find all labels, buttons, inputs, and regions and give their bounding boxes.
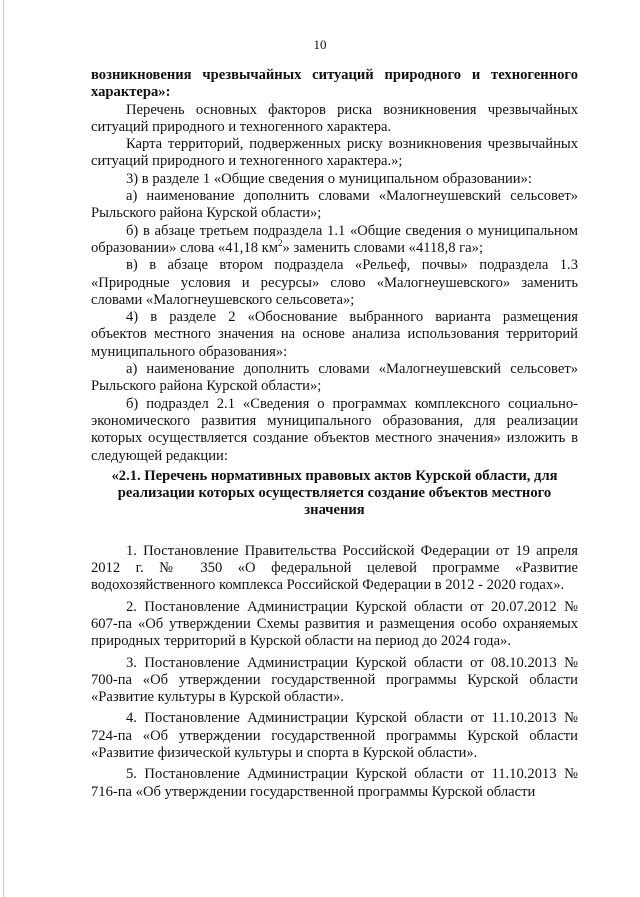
paragraph-item-b-1-text: б) в абзаце третьем подраздела 1.1 «Общие сведения о муниципальном образовании» слова «41,18 км xyxy=(91,222,578,256)
paragraph-item-b-1 xyxy=(91,223,578,258)
scan-edge-line xyxy=(3,0,4,897)
intro-bold-line: возникновения чрезвычайных ситуаций природного и техногенного характера»: xyxy=(91,67,578,101)
page-number: 10 xyxy=(313,37,327,52)
list-item-3: 3. Постановление Администрации Курской области от 08.10.2013 № 700-па «Об утверждении государственной программы Курской области «Развитие культуры в Курской области». xyxy=(91,654,578,706)
list-item-4: 4. Постановление Администрации Курской области от 11.10.2013 № 724-па «Об утверждении государственной программы Курской области «Развитие физической культуры и спорта в Курской области». xyxy=(91,710,578,761)
paragraph-factors-list: Перечень основных факторов риска возникновения чрезвычайных ситуаций природного и техногенного характера. xyxy=(91,101,578,135)
paragraph-item-a-1: а) наименование дополнить словами «Малогнеушевский сельсовет» Рыльского района Курской области»; xyxy=(91,188,578,222)
list-item-1: 1. Постановление Правительства Российской Федерации от 19 апреля 2012 г. № 350 «О федеральной целевой программе «Развитие водохозяйственного комплекса Российской Федерации в 2012 - 2020 годах». xyxy=(91,542,578,594)
document-body xyxy=(91,67,578,805)
paragraph-section-1: 3) в разделе 1 «Общие сведения о муниципальном образовании»: xyxy=(126,170,532,187)
paragraph-item-a-2: а) наименование дополнить словами «Малогнеушевский сельсовет» Рыльского района Курской области»; xyxy=(91,361,578,395)
list-item-5: 5. Постановление Администрации Курской области от 11.10.2013 № 716-па «Об утверждении государственной программы Курской области xyxy=(91,766,578,800)
section-heading: «2.1. Перечень нормативных правовых актов Курской области, для реализации которых осуществляется создание объектов местного значения xyxy=(111,467,558,519)
spacer xyxy=(91,520,578,543)
paragraph-item-b-1-tail: » заменить словами «4118,8 га»; xyxy=(282,239,483,256)
paragraph-item-v: в) в абзаце втором подраздела «Рельеф, почвы» подраздела 1.3 «Природные условия и ресурсы» слово «Малогнеушевского» заменить словами «Малогнеушевского сельсовета»; xyxy=(91,257,578,308)
paragraph-risk-map: Карта территорий, подверженных риску возникновения чрезвычайных ситуаций природного и техногенного характера.»; xyxy=(91,136,578,170)
list-item-2: 2. Постановление Администрации Курской области от 20.07.2012 № 607-па «Об утверждении Схемы развития и размещения особо охраняемых природных территорий в Курской области на период до 2024 года». xyxy=(91,598,578,650)
paragraph-item-b-2: б) подраздел 2.1 «Сведения о программах комплексного социально-экономического развития муниципального образования, для реализации которых осуществляется создание объектов местного значения» изложить в следующей редакции: xyxy=(91,395,578,464)
superscript-2: 2 xyxy=(278,238,283,249)
paragraph-section-2: 4) в разделе 2 «Обоснование выбранного варианта размещения объектов местного значения на основе анализа использования территорий муниципального образования»: xyxy=(91,309,578,360)
